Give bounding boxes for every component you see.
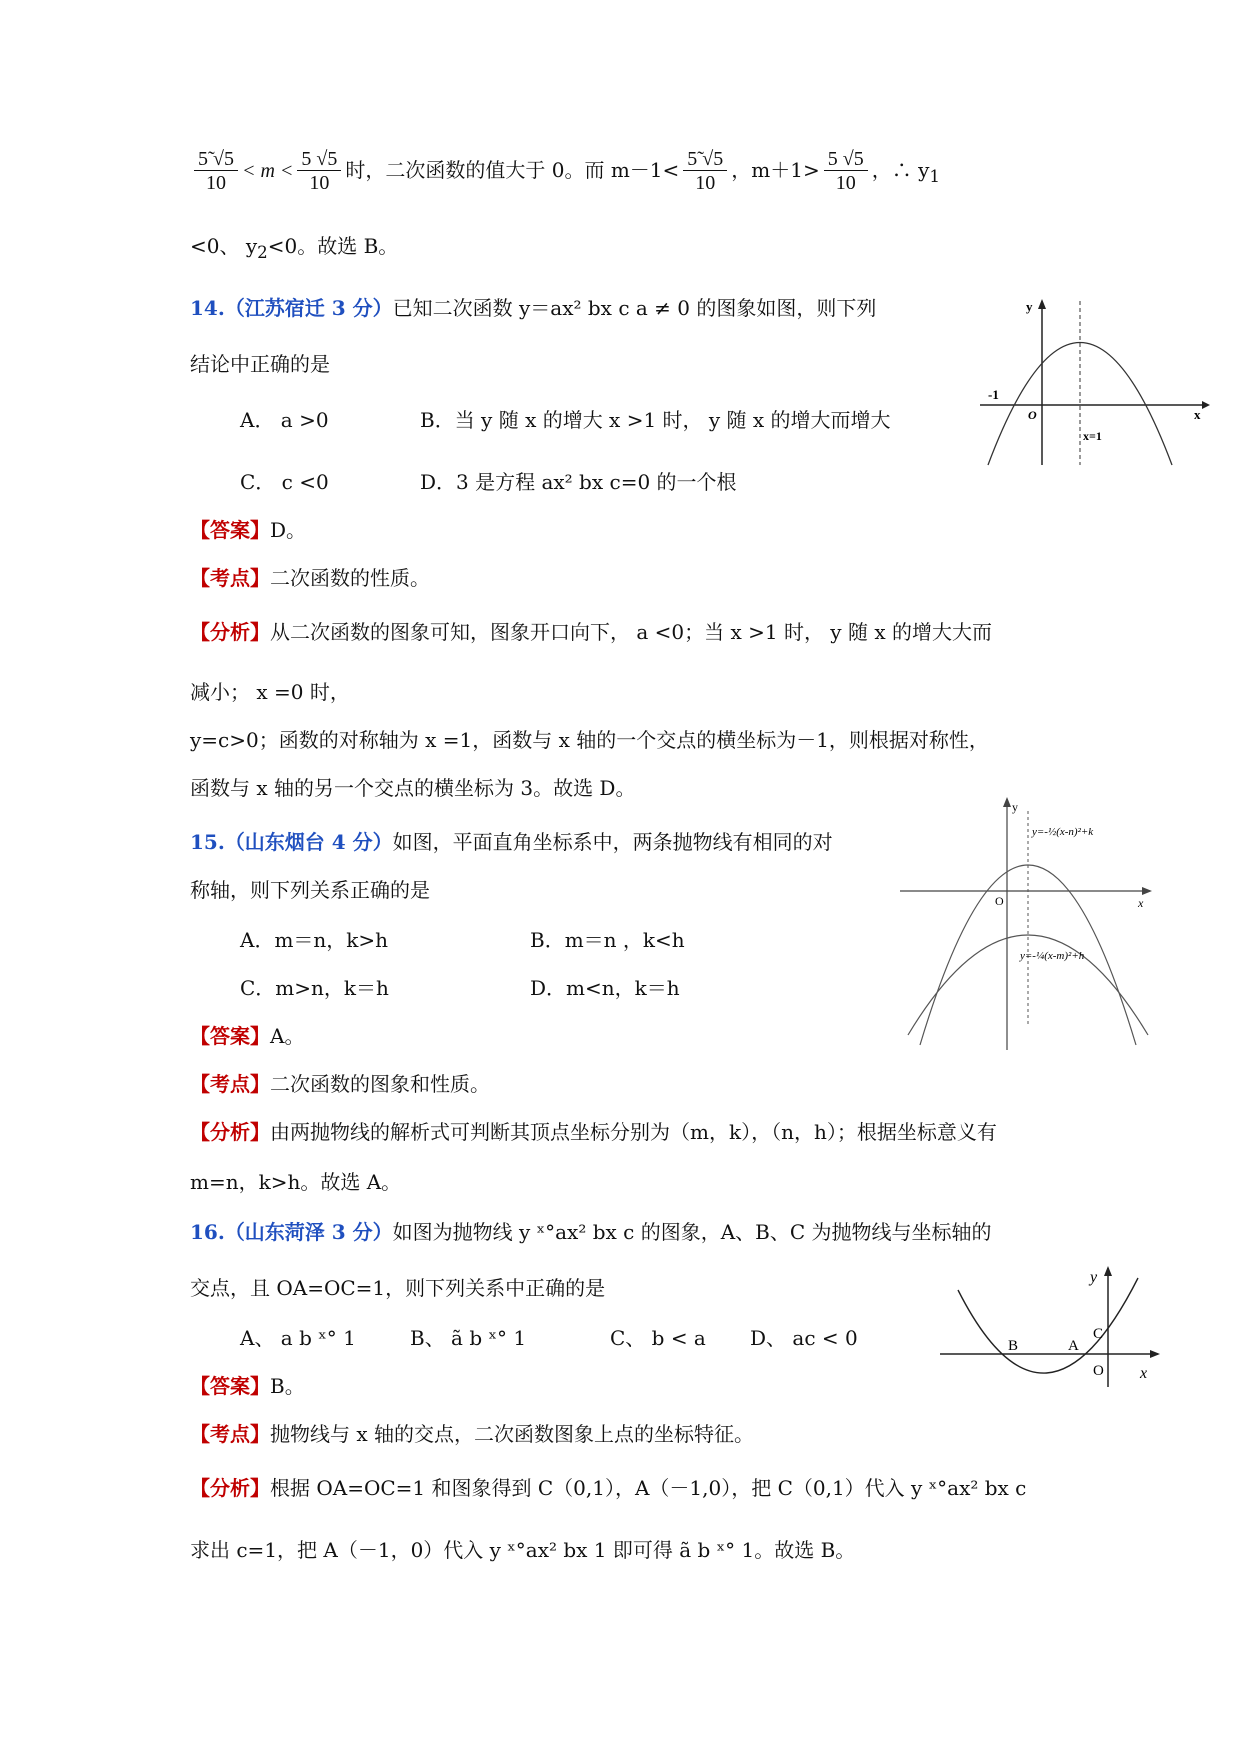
q14-option-d: D．3 是方程 ax² bx c=0 的一个根 bbox=[420, 470, 737, 494]
q14-number: 14.（江苏宿迁 3 分） bbox=[190, 296, 393, 320]
q14-analysis-3: y=c>0；函数的对称轴为 x =1，函数与 x 轴的一个交点的横坐标为－1，则根据对称性， bbox=[190, 728, 989, 752]
q16-analysis-1: 【分析】根据 OA=OC=1 和图象得到 C（0,1），A（－1,0），把 C（0,1）代入 y ˣ°ax² bx c bbox=[190, 1476, 1027, 1500]
fraction: $\frac{5̃ √5}{10}$ bbox=[683, 148, 727, 195]
q14-analysis-4: 函数与 x 轴的另一个交点的横坐标为 3。故选 D。 bbox=[190, 776, 636, 800]
x-axis-label: x bbox=[1194, 407, 1201, 422]
q15-parabolas-figure bbox=[900, 795, 1160, 1055]
q15-analysis-1: 【分析】由两抛物线的解析式可判断其顶点坐标分别为（m，k），（n，h）；根据坐标意义有 bbox=[190, 1120, 997, 1144]
text: ，m＋1> bbox=[731, 158, 820, 182]
q16-option-c: C、 b < a bbox=[610, 1326, 706, 1350]
q16-answer: 【答案】B。 bbox=[190, 1374, 305, 1398]
q14-analysis-1: 【分析】从二次函数的图象可知，图象开口向下， a <0；当 x >1 时， y 随 x 的增大大而 bbox=[190, 620, 992, 644]
point-a-label: A bbox=[1068, 1338, 1079, 1354]
q15-answer: 【答案】A。 bbox=[190, 1024, 305, 1048]
q14-option-c: C． c <0 bbox=[240, 470, 329, 494]
fraction: $\frac{5 √5}{10}$ bbox=[297, 148, 341, 195]
text: ，∴ y bbox=[871, 158, 930, 182]
q15-option-c: C．m>n，k＝h bbox=[240, 976, 389, 1000]
parabola-1-equation: y=-½(x-n)²+k bbox=[1032, 826, 1094, 838]
y-axis-label: y bbox=[1012, 800, 1018, 814]
point-b-label: B bbox=[1008, 1338, 1019, 1354]
q14-stem-line-2: 结论中正确的是 bbox=[190, 352, 330, 376]
q15-options-row-1 bbox=[240, 928, 685, 952]
q16-options-row bbox=[240, 1326, 858, 1350]
subscript: 1 bbox=[929, 167, 940, 186]
q16-stem-line-2: 交点，且 OA=OC=1，则下列关系中正确的是 bbox=[190, 1276, 606, 1300]
q16-parabola-figure bbox=[940, 1262, 1170, 1392]
x-axis-label: x bbox=[1138, 896, 1144, 910]
fraction: $\frac{5 √5}{10}$ bbox=[824, 148, 868, 195]
q14-stem-line-1: 14.（江苏宿迁 3 分）已知二次函数 y＝ax² bx c a ≠ 0 的图象如图，则下列 bbox=[190, 296, 877, 320]
x-axis-label: x bbox=[1140, 1365, 1148, 1382]
q14-option-a: A． a >0 bbox=[240, 408, 329, 432]
q15-option-a: A．m＝n，k>h bbox=[240, 928, 389, 952]
neg-one-label: -1 bbox=[988, 387, 999, 402]
q16-option-a: A、 a b ˣ° 1 bbox=[240, 1326, 356, 1350]
q15-stem-line-1: 15.（山东烟台 4 分）如图，平面直角坐标系中，两条抛物线有相同的对 bbox=[190, 830, 833, 854]
y-axis-label: y bbox=[1026, 299, 1033, 314]
continuation-line-1 bbox=[190, 148, 940, 195]
parabola-2-equation: y=-¼(x-m)²+h bbox=[1020, 950, 1085, 962]
continuation-line-2: <0、 $y_2<0$。故选 B。 bbox=[190, 234, 399, 262]
q14-analysis-2: 减小； x =0 时， bbox=[190, 680, 350, 704]
q16-stem-line-1: 16.（山东菏泽 3 分）如图为抛物线 y ˣ°ax² bx c 的图象，A、B、C 为抛物线与坐标轴的 bbox=[190, 1220, 992, 1244]
q15-point: 【考点】二次函数的图象和性质。 bbox=[190, 1072, 490, 1096]
q15-options-row-2 bbox=[240, 976, 680, 1000]
q14-point: 【考点】二次函数的性质。 bbox=[190, 566, 430, 590]
q14-option-b: B．当 y 随 x 的增大 x >1 时， y 随 x 的增大而增大 bbox=[420, 408, 891, 432]
q15-option-b: B．m＝n ，k<h bbox=[530, 928, 685, 952]
origin-label: O bbox=[1028, 408, 1037, 422]
y-axis-label: y bbox=[1090, 1269, 1098, 1286]
origin-label: O bbox=[1093, 1363, 1104, 1379]
origin-label: O bbox=[995, 894, 1004, 908]
q14-parabola-figure bbox=[970, 295, 1210, 475]
q16-analysis-2: 求出 c=1，把 A（－1，0）代入 y ˣ°ax² bx 1 即可得 ã b ˣ° 1。故选 B。 bbox=[190, 1538, 856, 1562]
q14-options-row-2 bbox=[240, 470, 737, 494]
q15-stem-line-2: 称轴，则下列关系正确的是 bbox=[190, 878, 430, 902]
point-c-label: C bbox=[1093, 1326, 1104, 1342]
q16-option-d: D、 ac < 0 bbox=[750, 1326, 858, 1350]
q14-answer: 【答案】D。 bbox=[190, 518, 307, 542]
symmetry-axis-label: x=1 bbox=[1083, 429, 1102, 443]
inequality-text: < m < bbox=[241, 160, 294, 182]
q14-options-row-1 bbox=[240, 408, 891, 432]
text: 时，二次函数的值大于 0。而 m－1< bbox=[345, 158, 680, 182]
q16-option-b: B、 ã b ˣ° 1 bbox=[410, 1326, 527, 1350]
q15-option-d: D．m<n，k＝h bbox=[530, 976, 680, 1000]
q16-point: 【考点】抛物线与 x 轴的交点，二次函数图象上点的坐标特征。 bbox=[190, 1422, 754, 1446]
fraction: $\frac{5̃ √5}{10}$ bbox=[194, 148, 238, 195]
q15-analysis-2: m=n，k>h。故选 A。 bbox=[190, 1170, 402, 1194]
